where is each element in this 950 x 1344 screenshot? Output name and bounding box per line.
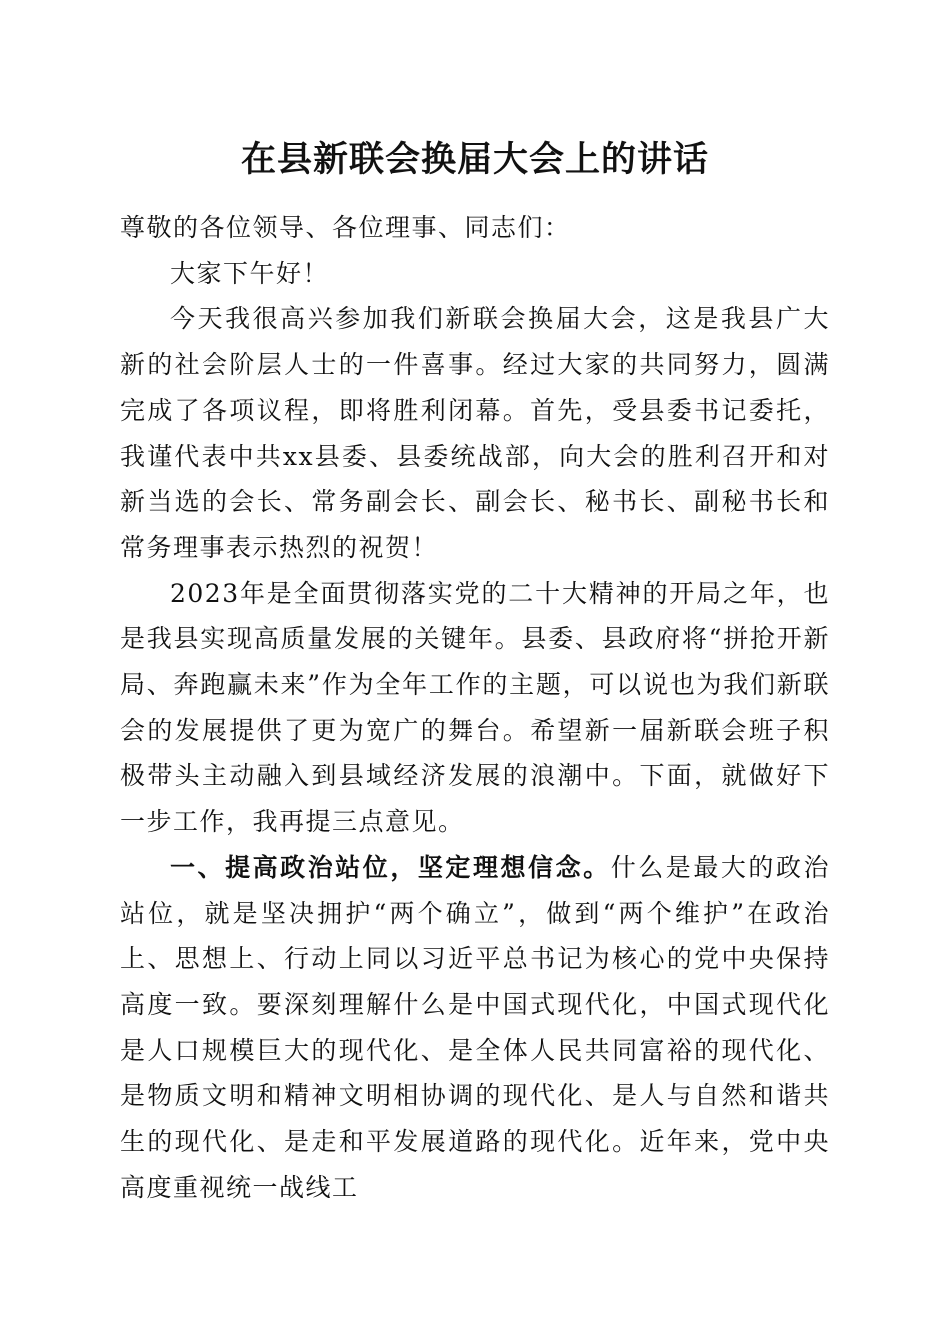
page-title: 在县新联会换届大会上的讲话 bbox=[240, 139, 709, 180]
paragraph-1: 今天我很高兴参加我们新联会换届大会，这是我县广大新的社会阶层人士的一件喜事。经过大家的共同努力，圆满完成了各项议程，即将胜利闭幕。首先，受县委书记委托，我谨代表中共xx县委、县委统战部，向大会的胜利召开和对新当选的会长、常务副会长、副会长、秘书长、副秘书长和常务理事表示热烈的祝贺！ bbox=[120, 304, 830, 562]
salutation: 尊敬的各位领导、各位理事、同志们： bbox=[120, 213, 571, 242]
paragraph-2: 2023年是全面贯彻落实党的二十大精神的开局之年，也是我县实现高质量发展的关键年。县委、县政府将“拼抢开新局、奔跑赢未来”作为全年工作的主题，可以说也为我们新联会的发展提供了更为宽广的舞台。希望新一届新联会班子积极带头主动融入到县域经济发展的浪潮中。下面，就做好下一步工作，我再提三点意见。 bbox=[120, 578, 830, 837]
section-heading-1: 一、提高政治站位，坚定理想信念。 bbox=[170, 852, 611, 882]
greeting: 大家下午好！ bbox=[170, 258, 330, 288]
speech-body bbox=[120, 205, 830, 1210]
section-text-1: 什么是最大的政治站位，就是坚决拥护“两个确立”，做到“两个维护”在政治上、思想上、行动上同以习近平总书记为核心的党中央保持高度一致。要深刻理解什么是中国式现代化，中国式现代化是人口规模巨大的现代化、是全体人民共同富裕的现代化、是物质文明和精神文明相协调的现代化、是人与自然和谐共生的现代化、是走和平发展道路的现代化。近年来，党中央高度重视统一战线工 bbox=[120, 852, 830, 1202]
paragraph-3 bbox=[120, 845, 830, 1211]
